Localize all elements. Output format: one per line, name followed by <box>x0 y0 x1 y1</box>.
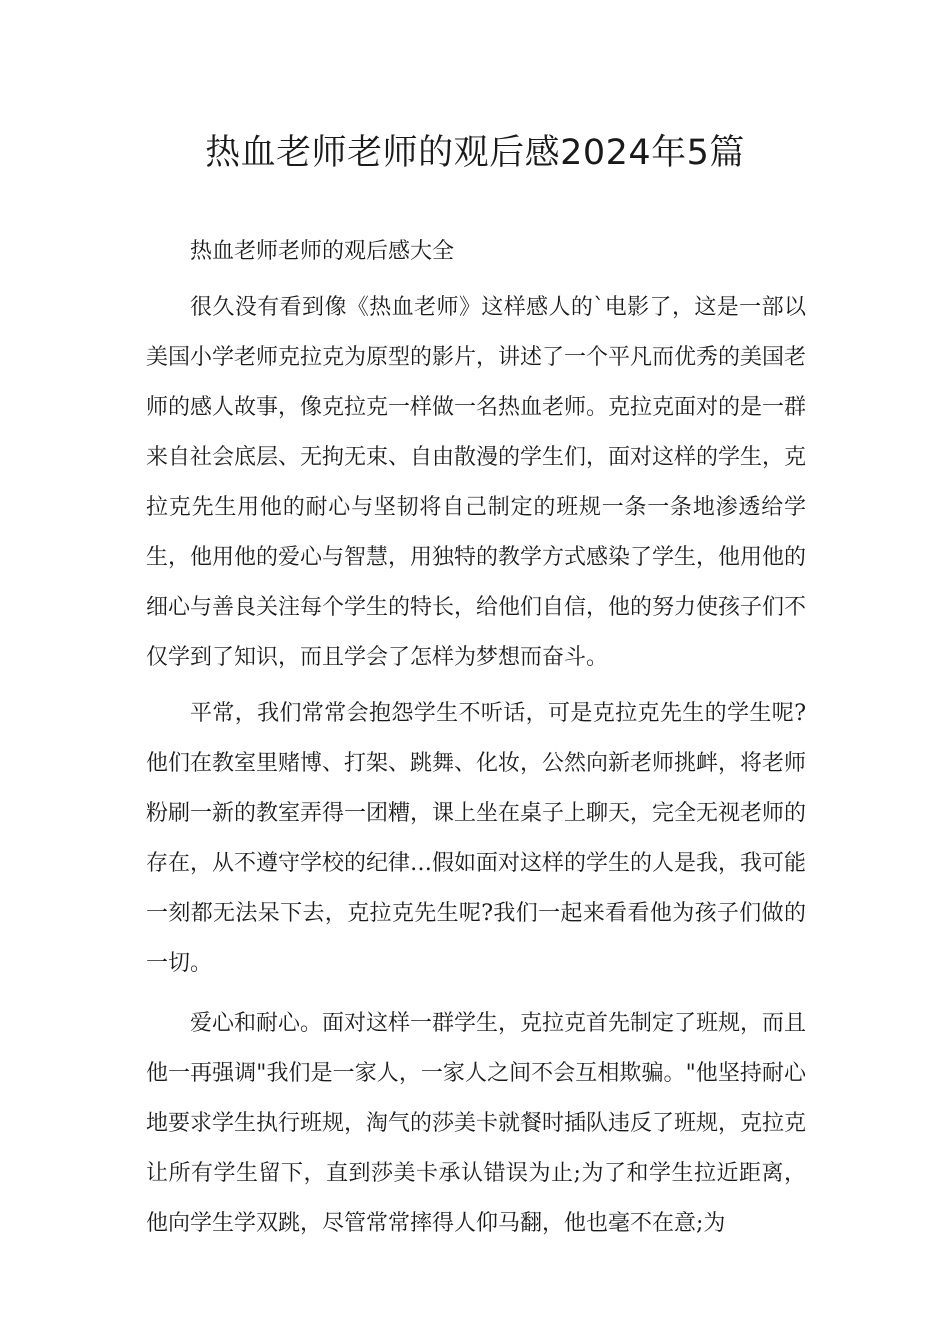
paragraph-3: 爱心和耐心。面对这样一群学生，克拉克首先制定了班规，而且他一再强调"我们是一家人，一家人之间不会互相欺骗。"他坚持耐心地要求学生执行班规，淘气的莎美卡就餐时插队违反了班规，克拉克让所有学生留下，直到莎美卡承认错误为止;为了和学生拉近距离，他向学生学双跳，尽管常常摔得人仰马翻，他也毫不在意;为 <box>146 1011 807 1236</box>
paragraph-1: 很久没有看到像《热血老师》这样感人的`电影了，这是一部以美国小学老师克拉克为原型的影片，讲述了一个平凡而优秀的美国老师的感人故事，像克拉克一样做一名热血老师。克拉克面对的是一群来自社会底层、无拘无束、自由散漫的学生们，面对这样的学生，克拉克先生用他的耐心与坚韧将自己制定的班规一条一条地渗透给学生，他用他的爱心与智慧，用独特的教学方式感染了学生，他用他的细心与善良关注每个学生的特长，给他们自信，他的努力使孩子们不仅学到了知识，而且学会了怎样为梦想而奋斗。 <box>146 295 807 670</box>
paragraph-2: 平常，我们常常会抱怨学生不听话，可是克拉克先生的学生呢?他们在教室里赌博、打架、跳舞、化妆，公然向新老师挑衅，将老师粉刷一新的教室弄得一团糟，课上坐在桌子上聊天，完全无视老师的存在，从不遵守学校的纪律…假如面对这样的学生的人是我，我可能一刻都无法呆下去，克拉克先生呢?我们一起来看看他为孩子们做的一切。 <box>146 701 807 976</box>
document-title: 热血老师老师的观后感2024年5篇 <box>205 133 745 173</box>
document-subtitle: 热血老师老师的观后感大全 <box>190 239 455 264</box>
document-body <box>146 227 806 1249</box>
